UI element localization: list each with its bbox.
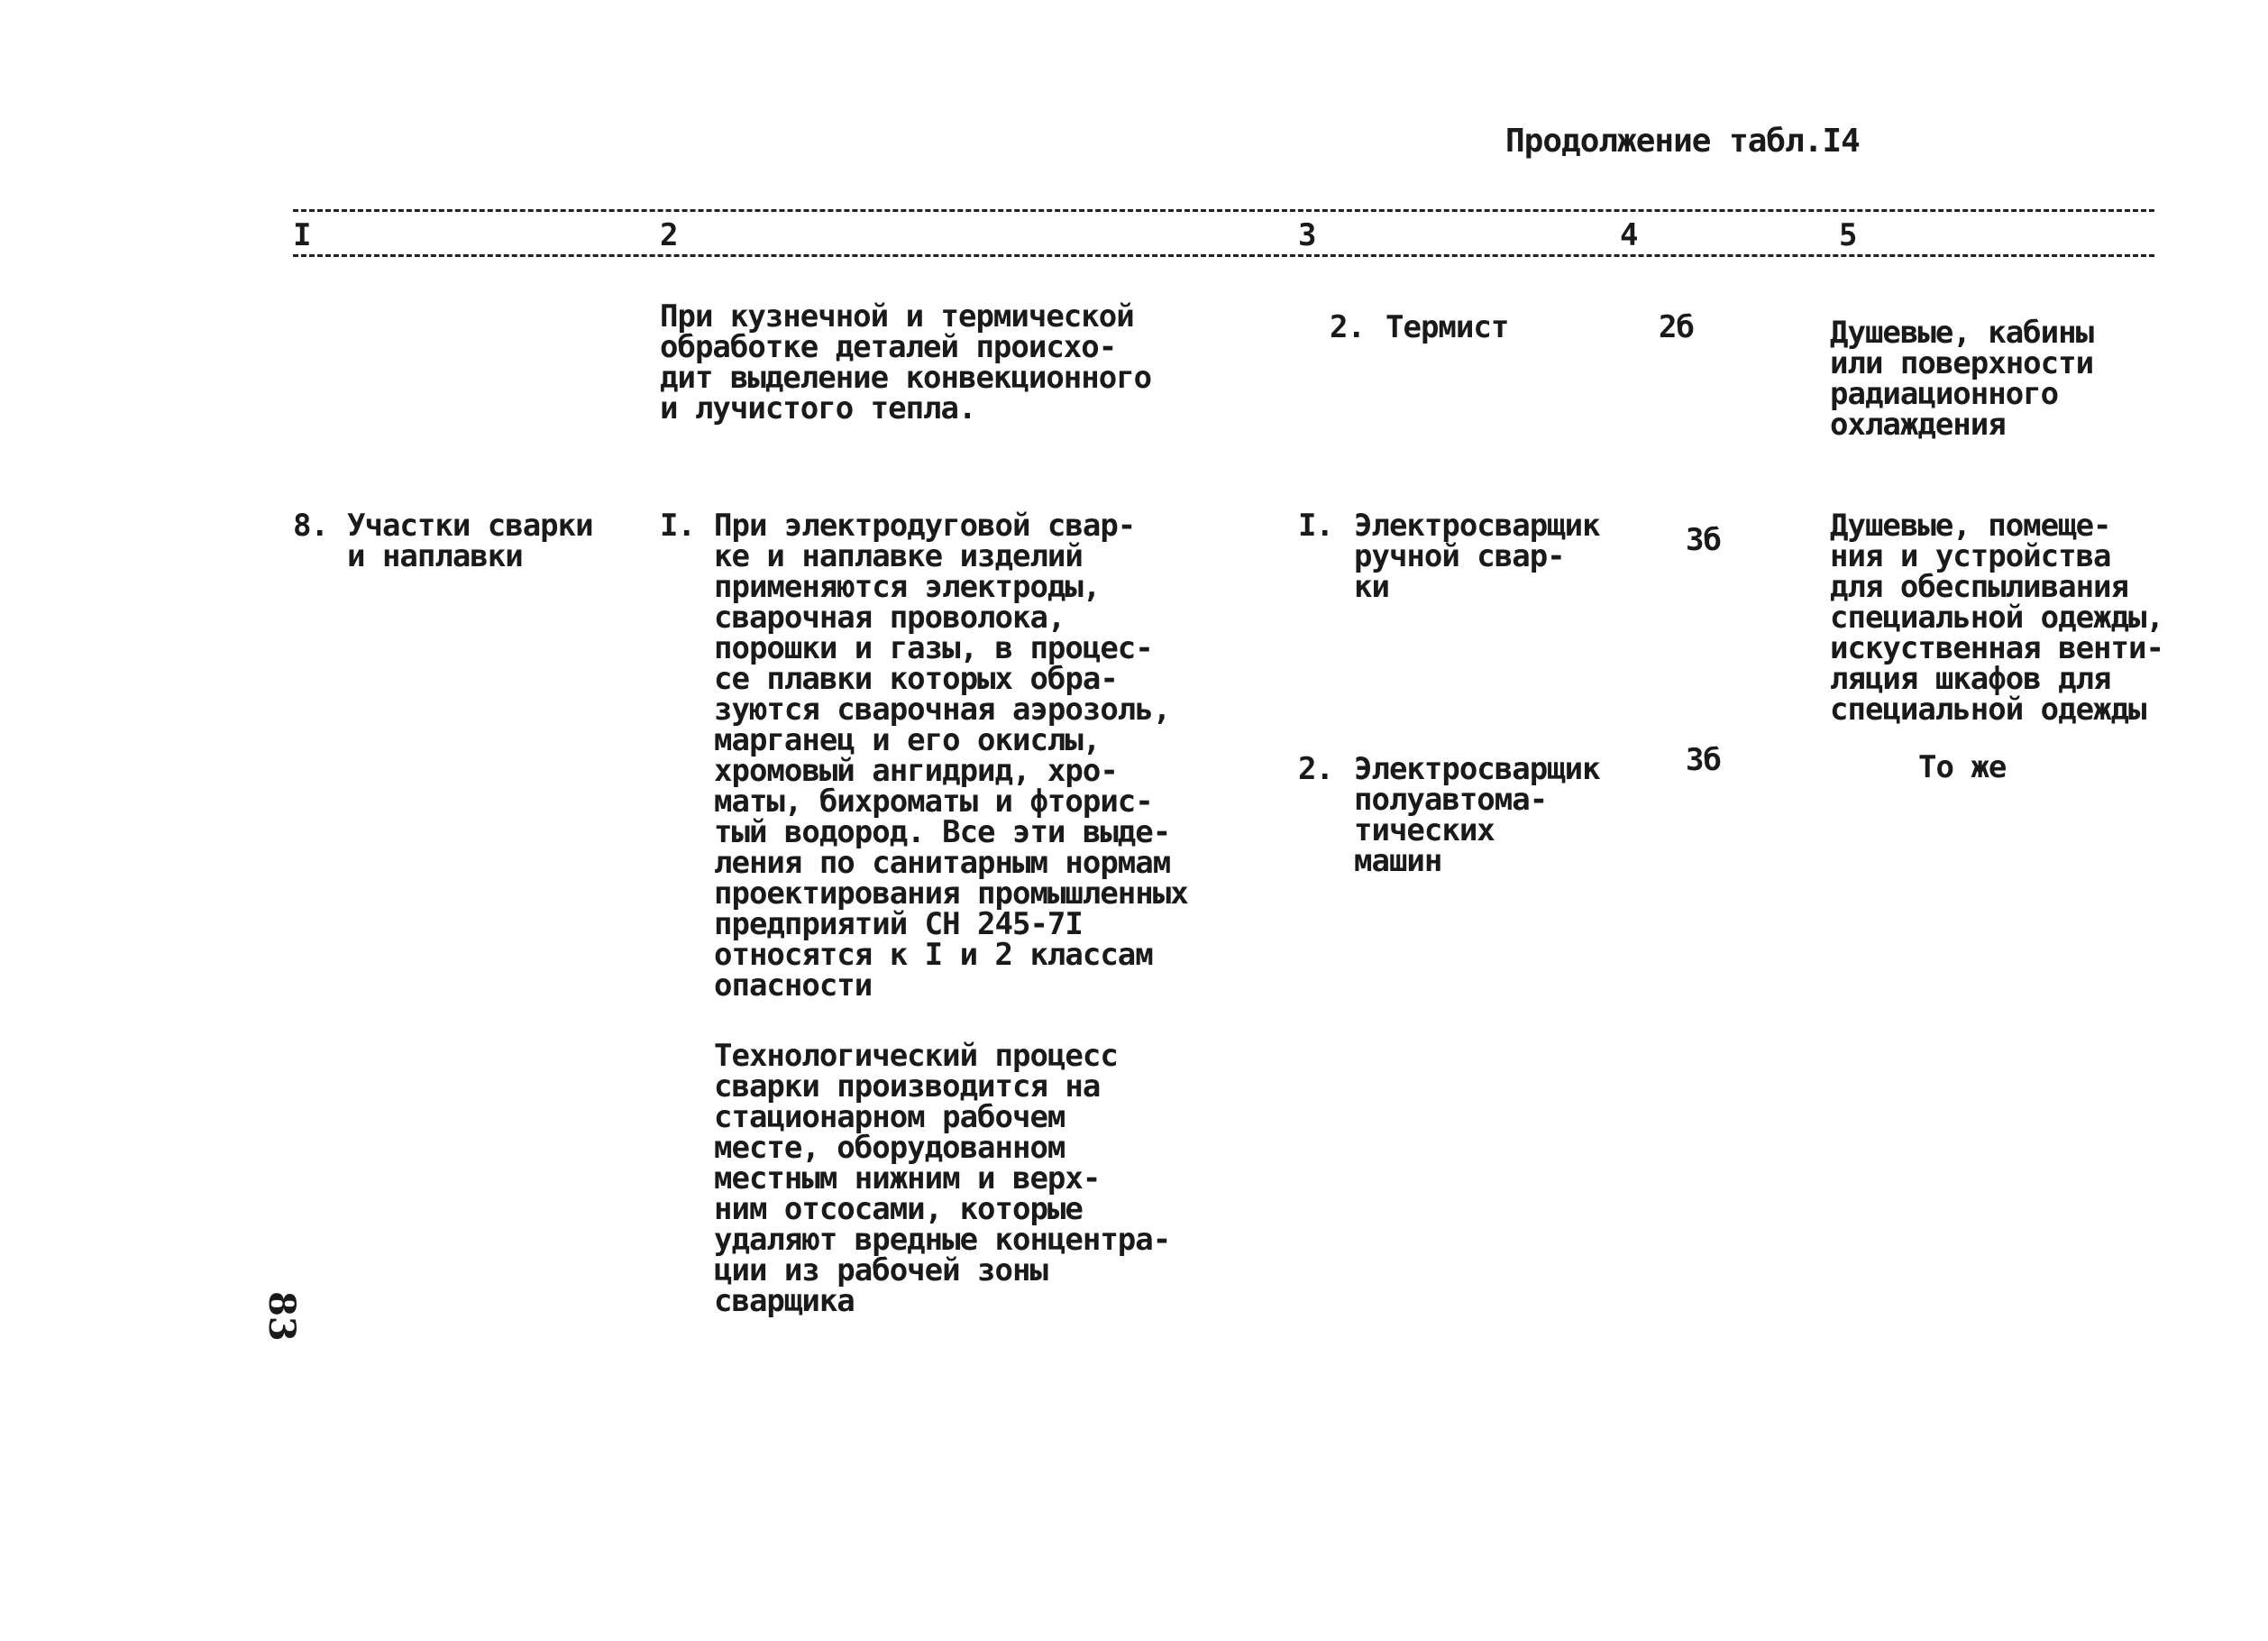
row2-worker1-number: I. — [1298, 508, 1333, 544]
row2-worker1-facilities: Душевые, помеще- ния и устройства для обеспыливания специальной одежды, искуственная венти- ляция шкафов для специальной одежды — [1830, 508, 2163, 728]
row2-worker2-name: Электросварщик полуавтома- тических машин — [1354, 751, 1600, 879]
column-number-4: 4 — [1620, 217, 1638, 253]
table-continuation-title: Продолжение табл.I4 — [1505, 123, 1860, 160]
row1-description: При кузнечной и термической обработке деталей происхо- дит выделение конвекционного и лучистого тепла. — [660, 298, 1152, 426]
row2-worker2-group: 3б — [1686, 742, 1721, 778]
column-number-5: 5 — [1839, 217, 1857, 253]
header-rule-top — [293, 209, 2154, 212]
column-number-2: 2 — [660, 217, 678, 253]
row2-worker2-facilities: То же — [1918, 749, 2007, 785]
row1-worker1-group: 2б — [1659, 309, 1694, 345]
header-rule-bottom — [293, 254, 2154, 257]
column-number-3: 3 — [1298, 217, 1316, 253]
row2-worker2-number: 2. — [1298, 751, 1333, 787]
row2-site-number: 8. — [293, 508, 328, 544]
row2-description: При электродуговой свар- ке и наплавке изделий применяются электроды, сварочная проволока, порошки и газы, в процес- се плавки которых обра- зуются сварочная аэрозоль, марганец и его окислы, хромовый ангидрид, хро- маты, бихроматы и фторис- тый водород. Все эти выде- ления по санитарным нормам проектирования промышленных предприятий СН 245-7I относятся к I и 2 классам опасности — [714, 508, 1188, 1004]
row2-worker1-name: Электросварщик ручной свар- ки — [1354, 508, 1600, 605]
row1-worker1-number: 2. — [1330, 309, 1365, 345]
row1-worker1-name: Термист — [1385, 309, 1509, 345]
page-number: 83 — [261, 1291, 303, 1342]
row2-site-name: Участки сварки и наплавки — [347, 508, 593, 574]
column-number-1: I — [293, 217, 311, 253]
row2-description-process: Технологический процесс сварки производится на стационарном рабочем месте, оборудованном местным нижним и верх- ним отсосами, которые удаляют вредные концентра- ции из рабочей зоны сварщика — [714, 1038, 1171, 1319]
row2-description-number: I. — [660, 508, 695, 544]
row2-worker1-group: 3б — [1686, 522, 1721, 558]
row1-worker1-facilities: Душевые, кабины или поверхности радиационного охлаждения — [1830, 315, 2094, 443]
